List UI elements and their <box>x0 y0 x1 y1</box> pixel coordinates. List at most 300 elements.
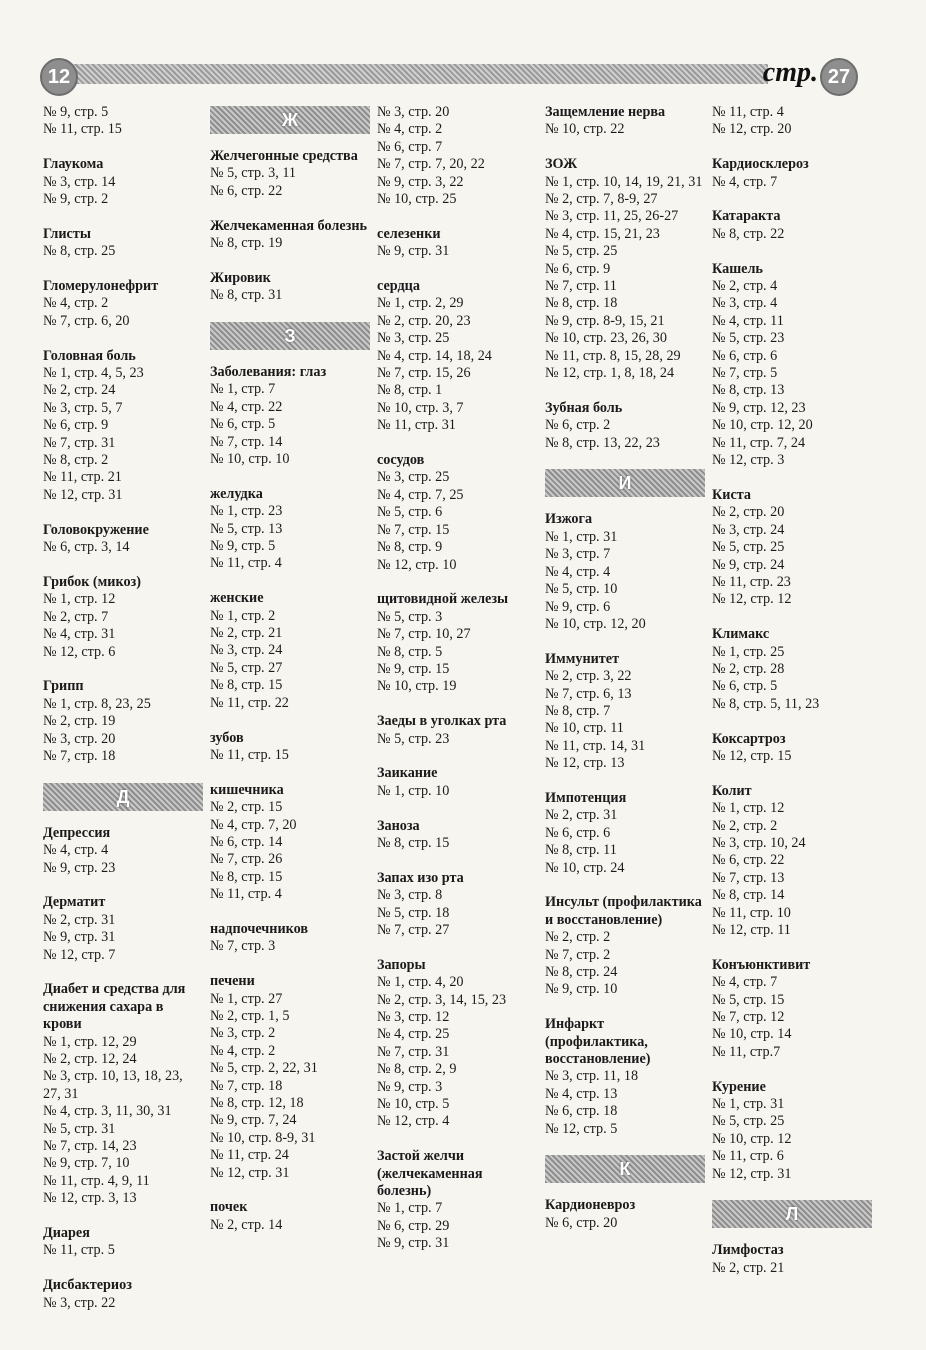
issue-page-reference: № 1, стр. 7 <box>377 1200 443 1217</box>
issue-page-reference: № 4, стр. 2 <box>43 295 109 312</box>
issue-page-reference: № 3, стр. 25 <box>377 469 450 486</box>
entry-title: кишечника <box>210 781 284 798</box>
entry-title: Курение <box>712 1078 766 1095</box>
issue-page-reference: № 7, стр. 6, 13 <box>545 685 632 702</box>
issue-page-reference: № 9, стр. 12, 23 <box>712 399 806 416</box>
issue-page-reference: № 1, стр. 2 <box>210 607 276 624</box>
issue-page-reference: № 5, стр. 3, 11 <box>210 165 296 182</box>
issue-page-reference: № 10, стр. 12 <box>712 1130 792 1147</box>
issue-page-reference: № 8, стр. 1 <box>377 382 443 399</box>
issue-page-reference: № 2, стр. 31 <box>43 911 116 928</box>
issue-page-reference: № 6, стр. 7 <box>377 138 443 155</box>
issue-page-reference: № 11, стр. 21 <box>43 469 122 486</box>
header-band <box>60 64 768 84</box>
issue-page-reference: № 6, стр. 9 <box>545 260 611 277</box>
issue-page-reference: № 5, стр. 25 <box>545 243 618 260</box>
issue-page-reference: № 1, стр. 12, 29 <box>43 1033 137 1050</box>
entry-title: Лимфостаз <box>712 1242 784 1259</box>
issue-page-reference: № 2, стр. 21 <box>210 625 283 642</box>
issue-page-reference: № 10, стр. 23, 26, 30 <box>545 330 667 347</box>
issue-page-reference: № 7, стр. 31 <box>43 434 116 451</box>
issue-page-reference: № 11, стр. 23 <box>712 573 791 590</box>
issue-page-reference: № 9, стр. 8-9, 15, 21 <box>545 312 665 329</box>
issue-page-reference: № 4, стр. 2 <box>377 121 443 138</box>
issue-page-reference: № 11, стр. 4 <box>210 886 282 903</box>
issue-page-reference: № 2, стр. 3, 14, 15, 23 <box>377 991 507 1008</box>
index-column-2 <box>210 104 370 1252</box>
page-label: стр. <box>762 57 818 88</box>
issue-page-reference: № 8, стр. 13, 22, 23 <box>545 434 660 451</box>
issue-page-reference: № 1, стр. 10, 14, 19, 21, 31 <box>545 173 703 190</box>
issue-page-reference: № 3, стр. 25 <box>377 330 450 347</box>
issue-page-reference: № 11, стр. 4 <box>712 104 784 120</box>
issue-page-reference: № 8, стр. 5, 11, 23 <box>712 695 820 712</box>
page-number-right: 27 <box>820 58 858 96</box>
issue-page-reference: № 8, стр. 18 <box>545 295 618 312</box>
issue-page-reference: № 12, стр. 5 <box>545 1120 618 1137</box>
issue-page-reference: № 12, стр. 1, 8, 18, 24 <box>545 365 675 382</box>
issue-page-reference: № 11, стр. 15 <box>210 746 289 763</box>
index-entry <box>210 973 370 1182</box>
issue-page-reference: № 3, стр. 20 <box>377 104 450 120</box>
letter-divider: Л <box>712 1200 872 1228</box>
index-column-1 <box>43 104 203 1329</box>
issue-page-reference: № 3, стр. 11, 18 <box>545 1068 639 1085</box>
issue-page-reference: № 9, стр. 31 <box>377 1235 450 1252</box>
issue-page-reference: № 4, стр. 31 <box>43 626 116 643</box>
issue-page-reference: № 12, стр. 15 <box>712 747 792 764</box>
issue-page-reference: № 10, стр. 25 <box>377 191 457 208</box>
entry-title: Головокружение <box>43 521 149 538</box>
issue-page-reference: № 9, стр. 6 <box>545 598 611 615</box>
issue-page-reference: № 8, стр. 11 <box>545 842 617 859</box>
issue-page-reference: № 1, стр. 2, 29 <box>377 295 464 312</box>
index-entry <box>377 870 537 940</box>
entry-title: сосудов <box>377 452 425 469</box>
issue-page-reference: № 8, стр. 25 <box>43 243 116 260</box>
issue-page-reference: № 7, стр. 14 <box>210 433 283 450</box>
issue-page-reference: № 10, стр. 8-9, 31 <box>210 1129 316 1146</box>
issue-page-reference: № 12, стр. 11 <box>712 921 791 938</box>
issue-page-reference: № 7, стр. 31 <box>377 1043 450 1060</box>
index-entry <box>712 208 872 243</box>
issue-page-reference: № 12, стр. 3, 13 <box>43 1190 137 1207</box>
issue-page-reference: № 11, стр. 15 <box>43 121 122 138</box>
issue-page-reference: № 5, стр. 13 <box>210 520 283 537</box>
issue-page-reference: № 11, стр. 7, 24 <box>712 434 806 451</box>
issue-page-reference: № 10, стр. 3, 7 <box>377 399 464 416</box>
index-entry <box>712 1079 872 1183</box>
index-entry <box>43 678 203 765</box>
issue-page-reference: № 7, стр. 18 <box>210 1077 283 1094</box>
index-entry <box>377 104 537 208</box>
entry-title: Депрессия <box>43 824 111 841</box>
issue-page-reference: № 5, стр. 18 <box>377 904 450 921</box>
issue-page-reference: № 2, стр. 3, 22 <box>545 668 632 685</box>
issue-page-reference: № 2, стр. 4 <box>712 278 778 295</box>
issue-page-reference: № 4, стр. 7, 20 <box>210 816 297 833</box>
issue-page-reference: № 4, стр. 15, 21, 23 <box>545 225 660 242</box>
index-entry <box>712 1242 872 1277</box>
issue-page-reference: № 1, стр. 31 <box>712 1096 785 1113</box>
entry-title: Киста <box>712 486 751 503</box>
issue-page-reference: № 1, стр. 4, 20 <box>377 974 464 991</box>
issue-page-reference: № 9, стр. 31 <box>377 243 450 260</box>
issue-page-reference: № 9, стр. 7, 10 <box>43 1155 130 1172</box>
index-entry <box>210 364 370 468</box>
issue-page-reference: № 4, стр. 11 <box>712 312 784 329</box>
issue-page-reference: № 5, стр. 23 <box>377 730 450 747</box>
issue-page-reference: № 1, стр. 8, 23, 25 <box>43 695 151 712</box>
entry-title: Желчегонные средства <box>210 148 358 164</box>
index-entry <box>545 1197 705 1232</box>
issue-page-reference: № 12, стр. 13 <box>545 755 625 772</box>
index-entry <box>377 1148 537 1252</box>
issue-page-reference: № 10, стр. 22 <box>545 121 625 138</box>
index-entry <box>210 486 370 573</box>
issue-page-reference: № 11, стр. 31 <box>377 417 456 434</box>
issue-page-reference: № 6, стр. 29 <box>377 1217 450 1234</box>
entry-title: Гломерулонефрит <box>43 278 159 295</box>
issue-page-reference: № 11, стр. 8, 15, 28, 29 <box>545 347 681 364</box>
entry-title: Грипп <box>43 678 84 695</box>
issue-page-reference: № 9, стр. 3 <box>377 1078 443 1095</box>
issue-page-reference: № 5, стр. 2, 22, 31 <box>210 1060 318 1077</box>
index-entry <box>545 400 705 452</box>
entry-title: Дисбактериоз <box>43 1277 132 1294</box>
issue-page-reference: № 2, стр. 24 <box>43 382 116 399</box>
issue-page-reference: № 8, стр. 15 <box>210 677 283 694</box>
issue-page-reference: № 11, стр. 22 <box>210 694 289 711</box>
issue-page-reference: № 8, стр. 2, 9 <box>377 1061 457 1078</box>
index-entry <box>712 957 872 1061</box>
issue-page-reference: № 11, стр.7 <box>712 1043 781 1060</box>
issue-page-reference: № 1, стр. 12 <box>712 800 785 817</box>
issue-page-reference: № 3, стр. 22 <box>43 1294 116 1311</box>
issue-page-reference: № 7, стр. 14, 23 <box>43 1138 137 1154</box>
index-column-3 <box>377 104 537 1270</box>
issue-page-reference: № 1, стр. 23 <box>210 503 283 520</box>
issue-page-reference: № 7, стр. 12 <box>712 1009 785 1025</box>
issue-page-reference: № 4, стр. 7 <box>712 974 778 991</box>
index-entry <box>377 452 537 574</box>
issue-page-reference: № 6, стр. 22 <box>210 182 283 199</box>
issue-page-reference: № 2, стр. 12, 24 <box>43 1050 137 1067</box>
issue-page-reference: № 8, стр. 13 <box>712 382 785 399</box>
issue-page-reference: № 3, стр. 10, 24 <box>712 834 806 851</box>
issue-page-reference: № 2, стр. 28 <box>712 660 785 677</box>
issue-page-reference: № 9, стр. 15 <box>377 660 450 677</box>
index-entry <box>377 278 537 435</box>
issue-page-reference: № 4, стр. 2 <box>210 1042 276 1059</box>
issue-page-reference: № 4, стр. 3, 11, 30, 31 <box>43 1103 172 1120</box>
index-entry <box>712 731 872 766</box>
index-entry <box>210 590 370 712</box>
entry-title: надпочечников <box>210 920 309 937</box>
issue-page-reference: № 10, стр. 10 <box>210 451 290 468</box>
issue-page-reference: № 12, стр. 7 <box>43 946 116 963</box>
issue-page-reference: № 10, стр. 14 <box>712 1026 792 1043</box>
index-entry <box>43 348 203 505</box>
issue-page-reference: № 6, стр. 6 <box>712 347 778 364</box>
index-entry <box>210 782 370 904</box>
issue-page-reference: № 6, стр. 9 <box>43 417 109 434</box>
issue-page-reference: № 8, стр. 31 <box>210 287 283 304</box>
issue-page-reference: № 9, стр. 10 <box>545 981 618 998</box>
entry-title: печени <box>210 973 255 990</box>
issue-page-reference: № 7, стр. 5 <box>712 365 778 382</box>
index-entry <box>43 894 203 964</box>
issue-page-reference: № 4, стр. 13 <box>545 1085 618 1102</box>
entry-title: Заболевания: глаз <box>210 364 327 381</box>
issue-page-reference: № 8, стр. 19 <box>210 235 283 252</box>
issue-page-reference: № 1, стр. 10 <box>377 782 450 799</box>
index-entry <box>43 104 203 139</box>
issue-page-reference: № 7, стр. 27 <box>377 921 450 938</box>
issue-page-reference: № 8, стр. 5 <box>377 643 443 660</box>
issue-page-reference: № 2, стр. 2 <box>545 929 611 946</box>
issue-page-reference: № 1, стр. 4, 5, 23 <box>43 365 144 382</box>
letter-divider: И <box>545 469 705 497</box>
issue-page-reference: № 7, стр. 2 <box>545 946 611 963</box>
index-entry <box>545 104 705 139</box>
entry-title: Катаракта <box>712 208 781 225</box>
issue-page-reference: № 6, стр. 18 <box>545 1103 618 1120</box>
issue-page-reference: № 10, стр. 19 <box>377 678 457 695</box>
issue-page-reference: № 4, стр. 4 <box>545 563 611 580</box>
issue-page-reference: № 12, стр. 20 <box>712 121 792 138</box>
issue-page-reference: № 4, стр. 22 <box>210 398 283 415</box>
issue-page-reference: № 3, стр. 24 <box>712 521 785 538</box>
issue-page-reference: № 9, стр. 5 <box>43 104 109 120</box>
issue-page-reference: № 10, стр. 24 <box>545 859 625 876</box>
issue-page-reference: № 1, стр. 7 <box>210 381 276 398</box>
issue-page-reference: № 9, стр. 2 <box>43 191 109 208</box>
issue-page-reference: № 6, стр. 6 <box>545 824 611 841</box>
issue-page-reference: № 9, стр. 3, 22 <box>377 173 464 190</box>
issue-page-reference: № 12, стр. 31 <box>712 1165 792 1182</box>
index-entry <box>712 104 872 139</box>
entry-title: щитовидной железы <box>377 591 509 608</box>
issue-page-reference: № 3, стр. 20 <box>43 730 116 747</box>
issue-page-reference: № 3, стр. 7 <box>545 546 611 563</box>
index-entry <box>43 1277 203 1312</box>
issue-page-reference: № 7, стр. 11 <box>545 278 617 295</box>
index-entry <box>210 1199 370 1234</box>
issue-page-reference: № 1, стр. 27 <box>210 990 283 1007</box>
entry-title: зубов <box>210 729 244 746</box>
entry-title: Запах изо рта <box>377 869 464 886</box>
issue-page-reference: № 10, стр. 12, 20 <box>712 417 813 434</box>
issue-page-reference: № 2, стр. 2 <box>712 817 778 834</box>
entry-title: Импотенция <box>545 789 627 806</box>
index-entry <box>377 713 537 748</box>
entry-title: Диарея <box>43 1225 90 1242</box>
issue-page-reference: № 12, стр. 31 <box>43 486 123 503</box>
index-entry <box>43 1225 203 1260</box>
issue-page-reference: № 9, стр. 23 <box>43 859 116 876</box>
issue-page-reference: № 11, стр. 4 <box>210 555 282 572</box>
index-entry <box>545 651 705 773</box>
entry-title: Головная боль <box>43 347 136 364</box>
issue-page-reference: № 3, стр. 14 <box>43 173 116 190</box>
issue-page-reference: № 8, стр. 22 <box>712 225 785 242</box>
entry-title: Колит <box>712 782 752 799</box>
issue-page-reference: № 1, стр. 25 <box>712 643 785 660</box>
issue-page-reference: № 2, стр. 7 <box>43 608 109 625</box>
issue-page-reference: № 4, стр. 4 <box>43 842 109 859</box>
index-entry <box>712 626 872 713</box>
issue-page-reference: № 8, стр. 7 <box>545 702 611 719</box>
issue-page-reference: № 5, стр. 6 <box>377 504 443 521</box>
index-entry <box>377 765 537 800</box>
entry-title: Глисты <box>43 225 91 242</box>
issue-page-reference: № 7, стр. 26 <box>210 851 283 868</box>
index-entry <box>43 981 203 1207</box>
issue-page-reference: № 7, стр. 15, 26 <box>377 365 471 382</box>
issue-page-reference: № 8, стр. 15 <box>210 868 283 885</box>
issue-page-reference: № 4, стр. 7 <box>712 173 778 190</box>
issue-page-reference: № 12, стр. 3 <box>712 452 785 469</box>
entry-title: Заикание <box>377 765 438 782</box>
index-entry <box>210 148 370 200</box>
issue-page-reference: № 8, стр. 12, 18 <box>210 1094 304 1111</box>
issue-page-reference: № 9, стр. 24 <box>712 556 785 573</box>
index-entry <box>377 818 537 853</box>
issue-page-reference: № 8, стр. 9 <box>377 539 443 556</box>
issue-page-reference: № 5, стр. 25 <box>712 1113 785 1130</box>
issue-page-reference: № 10, стр. 5 <box>377 1096 450 1113</box>
entry-title: селезенки <box>377 225 441 242</box>
index-entry <box>545 894 705 998</box>
issue-page-reference: № 12, стр. 10 <box>377 556 457 573</box>
entry-title: женские <box>210 590 264 607</box>
index-entry <box>43 226 203 261</box>
index-entry <box>43 522 203 557</box>
issue-page-reference: № 11, стр. 24 <box>210 1147 289 1164</box>
issue-page-reference: № 4, стр. 7, 25 <box>377 486 464 503</box>
issue-page-reference: № 6, стр. 20 <box>545 1214 618 1231</box>
index-entry <box>545 156 705 382</box>
issue-page-reference: № 3, стр. 4 <box>712 295 778 312</box>
page-number-left: 12 <box>40 58 78 96</box>
issue-page-reference: № 3, стр. 12 <box>377 1008 450 1025</box>
index-entry <box>43 156 203 208</box>
index-entry <box>43 825 203 877</box>
issue-page-reference: № 5, стр. 27 <box>210 659 283 676</box>
issue-page-reference: № 10, стр. 11 <box>545 720 624 737</box>
entry-title: Изжога <box>545 511 593 528</box>
issue-page-reference: № 12, стр. 31 <box>210 1164 290 1181</box>
issue-page-reference: № 4, стр. 14, 18, 24 <box>377 347 492 364</box>
entry-title: Глаукома <box>43 156 104 173</box>
entry-title: Иммунитет <box>545 650 620 667</box>
index-column-5 <box>712 104 872 1295</box>
index-entry <box>377 226 537 261</box>
issue-page-reference: № 2, стр. 14 <box>210 1216 283 1233</box>
entry-title: Заноза <box>377 817 420 834</box>
issue-page-reference: № 2, стр. 19 <box>43 713 116 730</box>
index-entry <box>377 591 537 695</box>
issue-page-reference: № 6, стр. 14 <box>210 833 283 850</box>
index-entry <box>712 156 872 191</box>
issue-page-reference: № 12, стр. 6 <box>43 643 116 660</box>
issue-page-reference: № 9, стр. 5 <box>210 538 276 555</box>
issue-page-reference: № 3, стр. 2 <box>210 1025 276 1042</box>
issue-page-reference: № 5, стр. 15 <box>712 991 785 1008</box>
index-entry <box>712 783 872 940</box>
issue-page-reference: № 6, стр. 2 <box>545 417 611 434</box>
index-entry <box>712 487 872 609</box>
issue-page-reference: № 11, стр. 6 <box>712 1148 784 1165</box>
issue-page-reference: № 11, стр. 10 <box>712 904 791 921</box>
issue-page-reference: № 8, стр. 14 <box>712 887 785 904</box>
entry-title: Диабет и средства для снижения сахара в крови <box>43 981 186 1033</box>
issue-page-reference: № 12, стр. 4 <box>377 1113 450 1130</box>
issue-page-reference: № 6, стр. 5 <box>712 678 778 695</box>
issue-page-reference: № 11, стр. 14, 31 <box>545 737 646 754</box>
index-entry <box>210 218 370 253</box>
entry-title: Климакс <box>712 626 770 643</box>
issue-page-reference: № 2, стр. 15 <box>210 799 283 816</box>
issue-page-reference: № 7, стр. 3 <box>210 938 276 955</box>
entry-title: ЗОЖ <box>545 156 578 173</box>
entry-title: желудка <box>210 485 263 502</box>
letter-divider: Ж <box>210 106 370 134</box>
entry-title: Грибок (микоз) <box>43 573 141 590</box>
issue-page-reference: № 5, стр. 10 <box>545 581 618 598</box>
index-entry <box>712 261 872 470</box>
issue-page-reference: № 8, стр. 15 <box>377 834 450 851</box>
issue-page-reference: № 3, стр. 10, 13, 18, 23, 27, 31 <box>43 1068 183 1102</box>
issue-page-reference: № 7, стр. 15 <box>377 521 450 538</box>
issue-page-reference: № 6, стр. 3, 14 <box>43 539 130 556</box>
issue-page-reference: № 11, стр. 4, 9, 11 <box>43 1172 150 1189</box>
issue-page-reference: № 7, стр. 6, 20 <box>43 312 130 329</box>
issue-page-reference: № 12, стр. 12 <box>712 591 792 608</box>
entry-title: Заеды в уголках рта <box>377 713 507 730</box>
issue-page-reference: № 7, стр. 18 <box>43 747 116 764</box>
entry-title: Кардионевроз <box>545 1197 636 1214</box>
issue-page-reference: № 1, стр. 31 <box>545 528 618 545</box>
letter-divider: Д <box>43 783 203 811</box>
issue-page-reference: № 9, стр. 7, 24 <box>210 1112 297 1129</box>
index-column-4 <box>545 104 705 1250</box>
issue-page-reference: № 2, стр. 20, 23 <box>377 312 471 329</box>
entry-title: Защемление нерва <box>545 104 666 120</box>
issue-page-reference: № 5, стр. 3 <box>377 608 443 625</box>
issue-page-reference: № 11, стр. 5 <box>43 1242 115 1259</box>
entry-title: Конъюнктивит <box>712 956 811 973</box>
issue-page-reference: № 7, стр. 13 <box>712 869 785 886</box>
letter-divider: К <box>545 1155 705 1183</box>
issue-page-reference: № 3, стр. 11, 25, 26-27 <box>545 208 679 225</box>
issue-page-reference: № 2, стр. 31 <box>545 807 618 824</box>
issue-page-reference: № 7, стр. 10, 27 <box>377 626 471 643</box>
issue-page-reference: № 2, стр. 7, 8-9, 27 <box>545 191 658 208</box>
issue-page-reference: № 2, стр. 1, 5 <box>210 1007 290 1024</box>
entry-title: Запоры <box>377 956 426 973</box>
issue-page-reference: № 3, стр. 5, 7 <box>43 399 123 416</box>
issue-page-reference: № 6, стр. 5 <box>210 416 276 433</box>
entry-title: Кардиосклероз <box>712 156 809 173</box>
entry-title: почек <box>210 1199 248 1216</box>
index-entry <box>210 921 370 956</box>
issue-page-reference: № 8, стр. 24 <box>545 964 618 980</box>
entry-title: Инсульт (профилактика и восстановление) <box>545 894 702 928</box>
entry-title: Застой желчи (желчекаменная болезнь) <box>377 1148 483 1200</box>
entry-title: Желчекаменная болезнь <box>210 217 367 234</box>
